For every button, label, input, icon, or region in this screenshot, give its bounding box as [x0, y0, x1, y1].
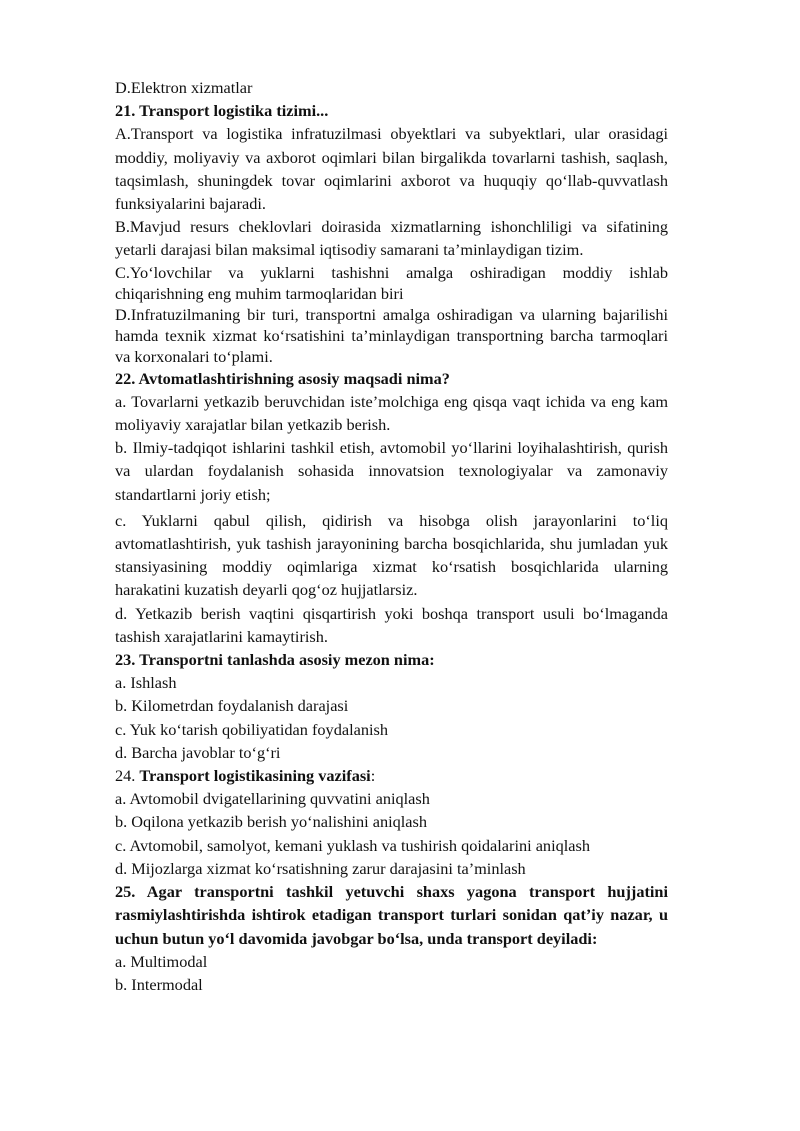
document-page — [115, 76, 668, 996]
answer-24-a: a. Avtomobil dvigatellarining quvvatini aniqlash — [115, 789, 430, 809]
answer-24-d: d. Mijozlarga xizmat ko‘rsatishning zarur darajasini ta’minlash — [115, 858, 526, 878]
question-25: 25. Agar transportni tashkil yetuvchi shaxs yagona transport hujjatini rasmiylashtirishda ishtirok etadigan transport turlari sonidan qat’iy nazar, u uchun butun yo‘l davomida javobgar bo‘lsa, unda transport deyiladi: — [115, 882, 668, 948]
question-24-colon: : — [370, 766, 376, 786]
answer-21-c: C.Yo‘lovchilar va yuklarni tashishni amalga oshiradigan moddiy ishlab chiqarishning eng muhim tarmoqlaridan biri — [115, 262, 668, 303]
answer-23-c: c. Yuk ko‘tarish qobiliyatidan foydalanish — [115, 719, 388, 739]
answer-21-b: B.Mavjud resurs cheklovlari doirasida xizmatlarning ishonchliligi va sifatining yetarli darajasi bilan maksimal iqtisodiy samarani ta’minlaydigan tizim. — [115, 217, 668, 260]
answer-23-d: d. Barcha javoblar to‘g‘ri — [115, 742, 281, 762]
answer-23-a: a. Ishlash — [115, 673, 177, 693]
question-21: 21. Transport logistika tizimi... — [115, 101, 329, 121]
answer-23-b: b. Kilometrdan foydalanish darajasi — [115, 696, 349, 716]
answer-22-d: d. Yetkazib berish vaqtini qisqartirish yoki boshqa transport usuli bo‘lmaganda tashish xarajatlarini kamaytirish. — [115, 603, 668, 646]
answer-21-a: A.Transport va logistika infratuzilmasi obyektlari va subyektlari, ular orasidagi moddiy, moliyaviy va axborot oqimlari bilan birgalikda tovarlarni tashish, saqlash, taqsimlash, shuningdek tovar oqimlarini axborot va huquqiy qo‘llab-quvvatlash funksiyalarini bajaradi. — [115, 124, 668, 214]
question-24-number: 24. — [115, 766, 140, 786]
answer-22-a: a. Tovarlarni yetkazib beruvchidan iste’molchiga eng qisqa vaqt ichida va eng kam moliyaviy xarajatlar bilan yetkazib berish. — [115, 391, 668, 435]
answer-25-b: b. Intermodal — [115, 974, 203, 994]
answer-d-prev: D.Elektron xizmatlar — [115, 78, 253, 97]
answer-22-c: c. Yuklarni qabul qilish, qidirish va hisobga olish jarayonlarini to‘liq avtomatlashtirish, yuk tashish jarayonining barcha bosqichlarida, shu jumladan yuk stansiyasining moddiy oqimlariga xizmat ko‘rsatish bosqichlarida ularning harakatini kuzatish deyarli qog‘oz hujjatlarsiz. — [115, 510, 668, 600]
answer-22-b: b. Ilmiy-tadqiqot ishlarini tashkil etish, avtomobil yo‘llarini loyihalashtirish, qurish va ulardan foydalanish sohasida innovatsion texnologiyalar va zamonaviy standartlarni joriy etish; — [115, 438, 668, 504]
question-22: 22. Avtomatlashtirishning asosiy maqsadi nima? — [115, 368, 450, 388]
answer-21-d: D.Infratuzilmaning bir turi, transportni amalga oshiradigan va ularning bajarilishi hamda texnik xizmat ko‘rsatishini ta’minlaydigan transportning barcha tarmoqlari va korxonalari to‘plami. — [115, 304, 668, 366]
answer-24-b: b. Oqilona yetkazib berish yo‘nalishini aniqlash — [115, 812, 427, 832]
answer-25-a: a. Multimodal — [115, 951, 208, 971]
question-24-title: Transport logistikasining vazifasi — [139, 766, 371, 786]
question-24 — [115, 764, 668, 787]
question-23: 23. Transportni tanlashda asosiy mezon nima: — [115, 650, 435, 670]
answer-24-c: c. Avtomobil, samolyot, kemani yuklash va tushirish qoidalarini aniqlash — [115, 835, 590, 855]
